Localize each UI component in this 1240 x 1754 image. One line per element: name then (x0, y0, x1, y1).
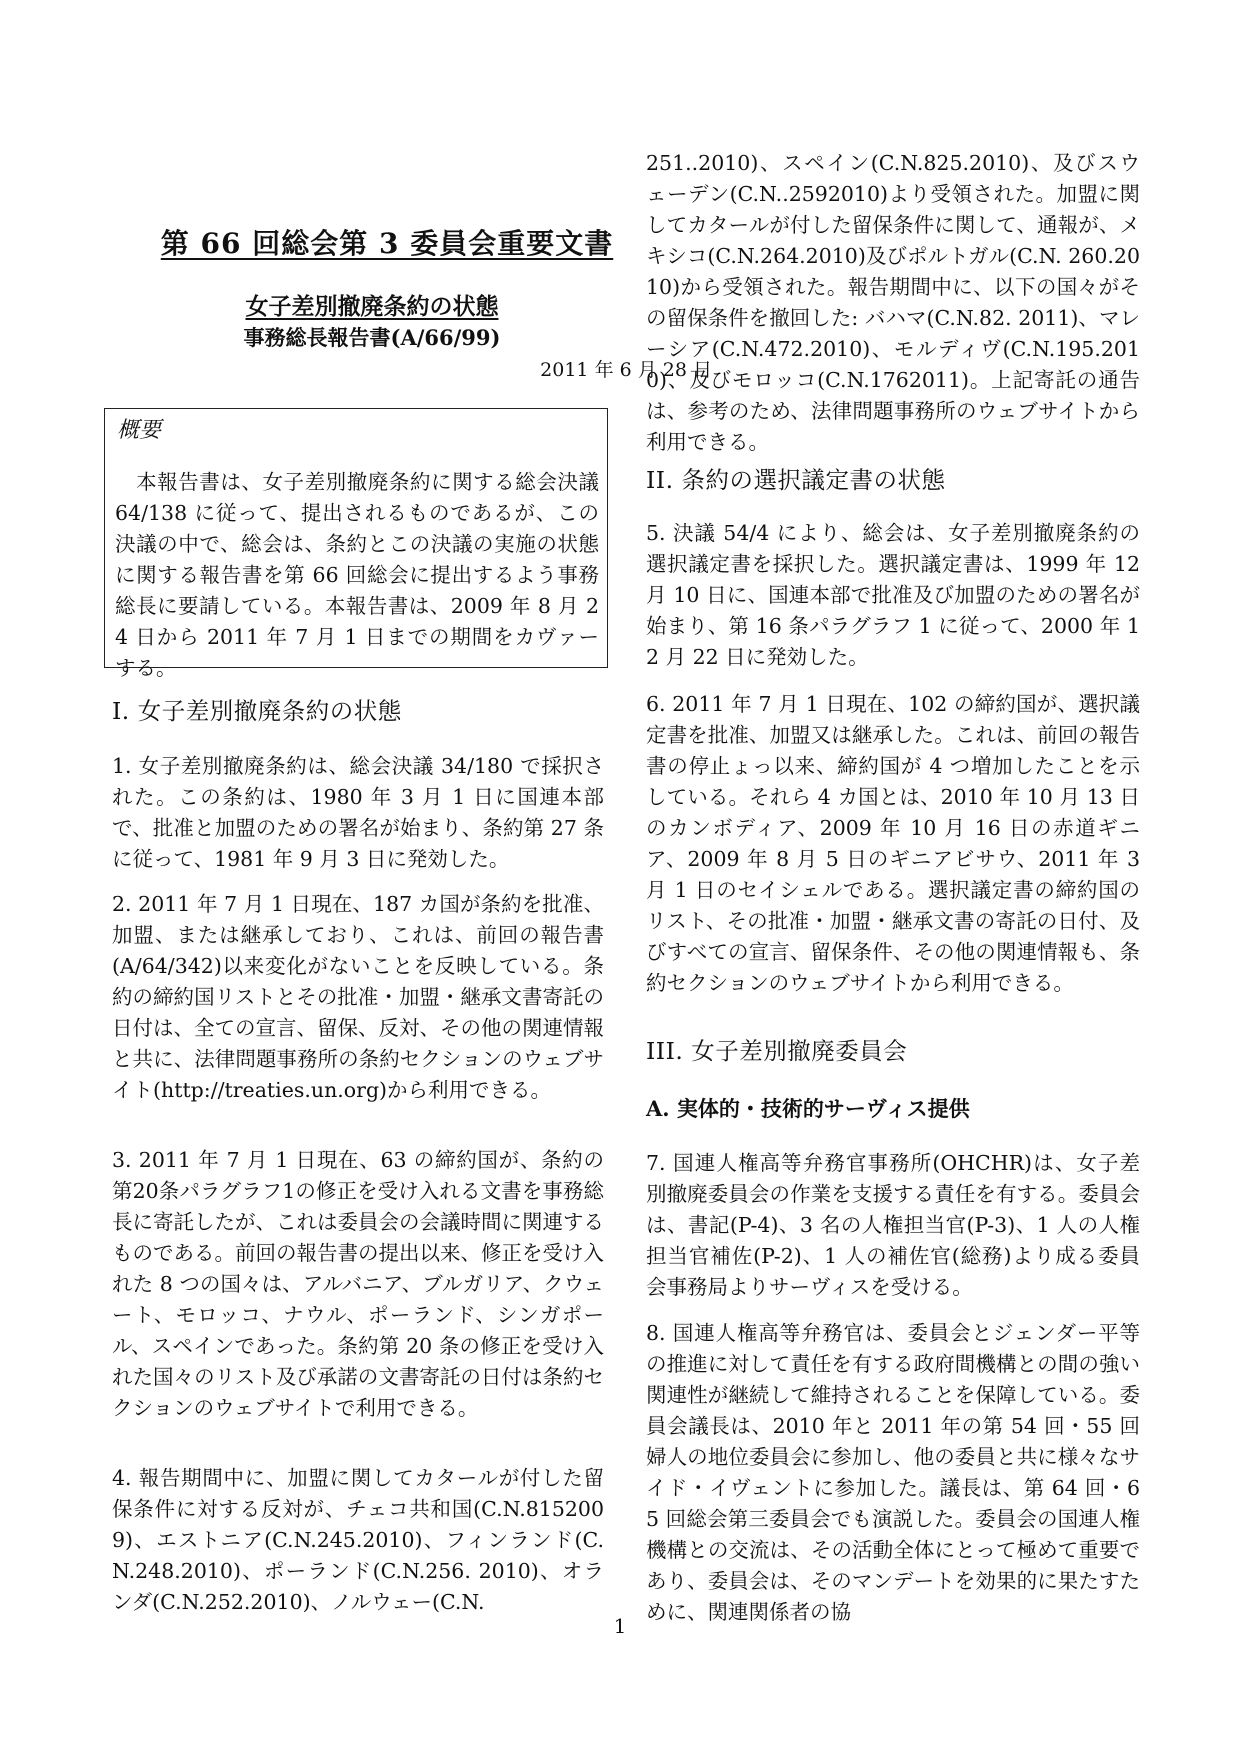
paragraph-5: 5. 決議 54/4 により、総会は、女子差別撤廃条約の選択議定書を採択した。選択議定書は、1999 年 12 月 10 日に、国連本部で批准及び加盟のための署名が始まり、第 16 条パラグラフ 1 に従って、2000 年 12 月 22 日に発効した。 (646, 521, 1140, 669)
paragraph-3: 3. 2011 年 7 月 1 日現在、63 の締約国が、条約の第20条パラグラフ1の修正を受け入れる文書を事務総長に寄託したが、これは委員会の会議時間に関連するものである。前回の報告書の提出以来、修正を受け入れた 8 つの国々は、アルバニア、ブルガリア、クウェート、モロッコ、ナウル、ポーランド、シンガポール、スペインであった。条約第 20 条の修正を受け入れた国々のリスト及び承諾の文書寄託の日付は条約セクションのウェブサイトで利用できる。 (112, 1148, 604, 1420)
report-date: 2011 年 6 月 28 日 (540, 359, 712, 381)
report-number: 事務総長報告書(A/66/99) (243, 325, 501, 350)
summary-box (104, 408, 608, 680)
document-subtitle: 女子差別撤廃条約の状態 (245, 293, 499, 320)
section-2-heading: II. 条約の選択議定書の状態 (646, 466, 946, 494)
paragraph-2: 2. 2011 年 7 月 1 日現在、187 カ国が条約を批准、加盟、または継承しており、これは、前回の報告書(A/64/342)以来変化がないことを反映している。条約の締約国リストとその批准・加盟・継承文書寄託の日付は、全ての宣言、留保、反対、その他の関連情報と共に、法律問題事務所の条約セクションのウェブサイト(http://treaties.un.org)から利用できる。 (112, 892, 604, 1102)
summary-title: 概要 (117, 418, 162, 443)
paragraph-7: 7. 国連人権高等弁務官事務所(OHCHR)は、女子差別撤廃委員会の作業を支援する責任を有する。委員会は、書記(P-4)、3 名の人権担当官(P-3)、1 人の人権担当官補佐(P-2)、1 人の補佐官(総務)より成る委員会事務局よりサーヴィスを受ける。 (646, 1151, 1140, 1299)
section-1-heading: I. 女子差別撤廃条約の状態 (112, 697, 402, 725)
paragraph-4-continued: 251..2010)、スペイン(C.N.825.2010)、及びスウェーデン(C.N..2592010)より受領された。加盟に関してカタールが付した留保条件に関して、通報が、メキシコ(C.N.264.2010)及びポルトガル(C.N. 260.2010)から受領された。報告期間中に、以下の国々がその留保条件を撤回した: バハマ(C.N.82. 2011)、マレーシア(C.N.472.2010)、モルディヴ(C.N.195.2010)、及びモロッコ(C.N.1762011)。上記寄託の通告は、参考のため、法律問題事務所のウェブサイトから利用できる。 (646, 151, 1140, 454)
paragraph-4: 4. 報告期間中に、加盟に関してカタールが付した留保条件に対する反対が、チェコ共和国(C.N.8152009)、エストニア(C.N.245.2010)、フィンランド(C.N.248.2010)、ポーランド(C.N.256. 2010)、オランダ(C.N.252.2010)、ノルウェー(C.N. (112, 1466, 604, 1614)
paragraph-6: 6. 2011 年 7 月 1 日現在、102 の締約国が、選択議定書を批准、加盟又は継承した。これは、前回の報告書の停止ょっ以来、締約国が 4 つ増加したことを示している。それら 4 カ国とは、2010 年 10 月 13 日のカンボディア、2009 年 10 月 16 日の赤道ギニア、2009 年 8 月 5 日のギニアビサウ、2011 年 3 月 1 日のセイシェルである。選択議定書の締約国のリスト、その批准・加盟・継承文書の寄託の日付、及びすべての宣言、留保条件、その他の関連情報も、条約セクションのウェブサイトから利用できる。 (646, 692, 1140, 995)
section-3-heading: III. 女子差別撤廃委員会 (646, 1037, 908, 1065)
paragraph-8: 8. 国連人権高等弁務官は、委員会とジェンダー平等の推進に対して責任を有する政府間機構との間の強い関連性が継続して維持されることを保障している。委員会議長は、2010 年と 2011 年の第 54 回・55 回婦人の地位委員会に参加し、他の委員と共に様々なサイド・イヴェントに参加した。議長は、第 64 回・65 回総会第三委員会でも演説した。委員会の国連人権機構との交流は、その活動全体にとって極めて重要であり、委員会は、そのマンデートを効果的に果たすために、関連関係者の協 (646, 1321, 1140, 1624)
paragraph-1: 1. 女子差別撤廃条約は、総会決議 34/180 で採択された。この条約は、1980 年 3 月 1 日に国連本部で、批准と加盟のための署名が始まり、条約第 27 条に従って、1981 年 9 月 3 日に発効した。 (112, 754, 604, 871)
document-title: 第 66 回総会第 3 委員会重要文書 (160, 227, 614, 260)
summary-text: 本報告書は、女子差別撤廃条約に関する総会決議 64/138 に従って、提出されるものであるが、この決議の中で、総会は、条約とこの決議の実施の状態に関する報告書を第 66 回総会に提出するよう事務総長に要請している。本報告書は、2009 年 8 月 24 日から 2011 年 7 月 1 日までの期間をカヴァーする。 (115, 470, 599, 680)
page-number: 1 (613, 1614, 627, 1638)
subsection-a-heading: A. 実体的・技術的サーヴィス提供 (646, 1096, 970, 1121)
